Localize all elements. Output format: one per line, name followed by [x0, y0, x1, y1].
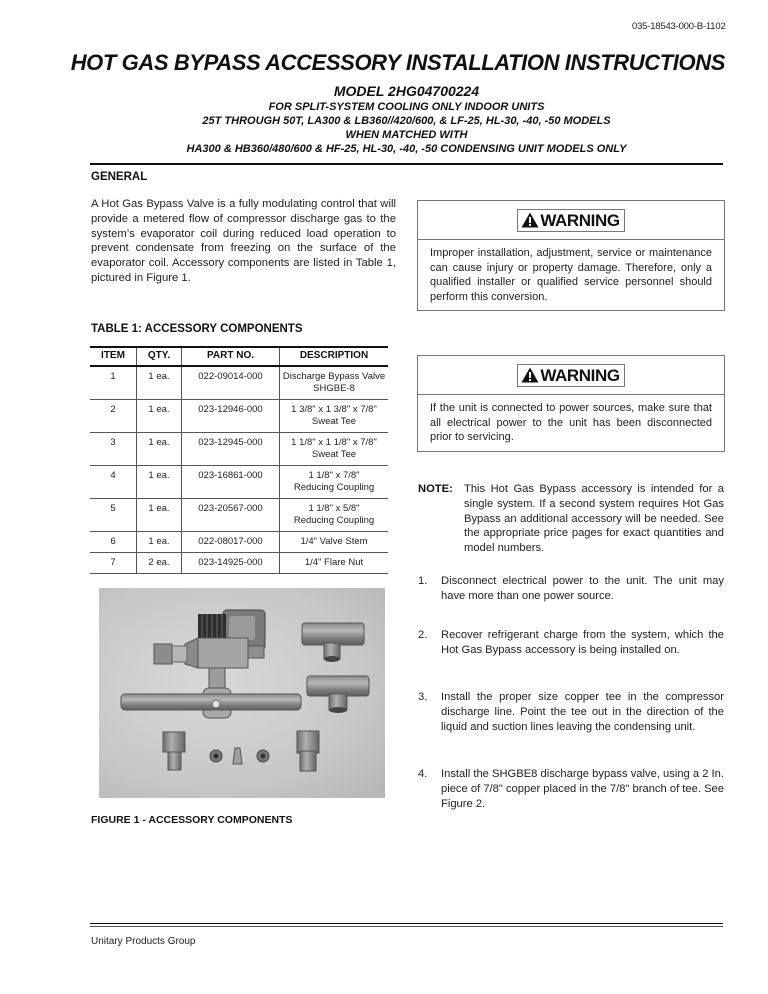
step-number: 3. — [418, 691, 428, 703]
description-line: Discharge Bypass Valve — [282, 371, 386, 382]
instruction-step — [418, 690, 724, 734]
description-line: Sweat Tee — [311, 449, 357, 460]
sweat-tee-large — [302, 623, 364, 662]
table-row — [90, 433, 388, 466]
instruction-step — [418, 767, 724, 811]
column-header-qty: QTY. — [137, 347, 182, 366]
accessory-components-table — [90, 346, 388, 574]
table-row — [90, 532, 388, 553]
warning-label: WARNING — [540, 210, 620, 230]
flare-nut — [257, 750, 269, 762]
description-line: 1 3/8" x 1 3/8" x 7/8" — [291, 404, 377, 415]
cell-part-no: 022-09014-000 — [182, 366, 280, 400]
table-row — [90, 366, 388, 400]
cell-item: 4 — [90, 466, 137, 499]
cell-qty: 2 ea. — [137, 553, 182, 574]
cell-part-no: 022-08017-000 — [182, 532, 280, 553]
warning-box — [417, 200, 725, 311]
note-label: NOTE: — [418, 483, 453, 495]
cell-item: 6 — [90, 532, 137, 553]
footer-company: Unitary Products Group — [91, 936, 196, 947]
subtitle-line: 25T THROUGH 50T, LA300 & LB360//420/600, & LF-25, HL-30, -40, -50 MODELS — [202, 115, 611, 127]
general-paragraph: A Hot Gas Bypass Valve is a fully modulating control that will provide a metered flow of compressor discharge gas to the system’s evaporator coil during reduced load operation to prevent condensate from freezing on the surface of the evaporator coil. Accessory components are listed in Table 1, pictured in Figure 1. — [91, 198, 396, 284]
sweat-tee-small — [307, 676, 369, 713]
table-header-row — [90, 347, 388, 366]
warning-badge — [517, 364, 624, 387]
subtitle-line: FOR SPLIT-SYSTEM COOLING ONLY INDOOR UNITS — [268, 101, 545, 113]
warning-box — [417, 355, 725, 452]
cell-item: 5 — [90, 499, 137, 532]
instruction-step — [418, 574, 724, 604]
bypass-valve — [121, 610, 301, 718]
footer-divider — [90, 926, 723, 927]
description-line: Reducing Coupling — [293, 515, 375, 526]
table-title: TABLE 1: ACCESSORY COMPONENTS — [91, 323, 303, 335]
description-line: 1 1/8" x 5/8" — [308, 503, 360, 514]
reducing-coupling — [297, 731, 319, 771]
step-number: 1. — [418, 575, 428, 587]
subtitle-line: WHEN MATCHED WITH — [345, 129, 468, 141]
valve-stem — [233, 748, 242, 764]
cell-item: 2 — [90, 400, 137, 433]
cell-qty: 1 ea. — [137, 366, 182, 400]
cell-description — [280, 366, 389, 400]
cell-part-no: 023-12945-000 — [182, 433, 280, 466]
cell-description — [280, 466, 389, 499]
cell-qty: 1 ea. — [137, 400, 182, 433]
subtitle-line: HA300 & HB360/480/600 & HF-25, HL-30, -40, -50 CONDENSING UNIT MODELS ONLY — [186, 143, 627, 155]
accessory-components-photo — [99, 588, 385, 798]
table-row — [90, 499, 388, 532]
warning-header — [418, 356, 724, 395]
model-number: MODEL 2HG04700224 — [333, 83, 480, 99]
flare-nut — [210, 750, 222, 762]
column-header-part-no: PART NO. — [182, 347, 280, 366]
cell-part-no: 023-16861-000 — [182, 466, 280, 499]
step-number: 4. — [418, 768, 428, 780]
cell-item: 3 — [90, 433, 137, 466]
cell-qty: 1 ea. — [137, 532, 182, 553]
page-title: HOT GAS BYPASS ACCESSORY INSTALLATION INSTRUCTIONS — [70, 50, 725, 75]
description-line: 1 1/8" x 1 1/8" x 7/8" — [291, 437, 377, 448]
cell-description: 1/4" Flare Nut — [280, 553, 389, 574]
description-line: Reducing Coupling — [293, 482, 375, 493]
figure-caption: FIGURE 1 - ACCESSORY COMPONENTS — [91, 814, 293, 826]
table-row — [90, 466, 388, 499]
cell-part-no: 023-12946-000 — [182, 400, 280, 433]
step-text: Disconnect electrical power to the unit. The unit may have more than one power source. — [441, 575, 724, 602]
step-text: Install the proper size copper tee in the compressor discharge line. Point the tee out in the direction of the liquid and suction lines leaving the condensing unit. — [441, 691, 724, 733]
description-line: Sweat Tee — [311, 416, 357, 427]
warning-label: WARNING — [540, 365, 620, 385]
cell-description — [280, 433, 389, 466]
warning-badge — [517, 209, 624, 232]
reducing-coupling — [163, 732, 185, 770]
footer-divider — [90, 923, 723, 924]
description-line: SHGBE-8 — [313, 383, 355, 394]
cell-qty: 1 ea. — [137, 466, 182, 499]
cell-description — [280, 400, 389, 433]
cell-item: 7 — [90, 553, 137, 574]
cell-qty: 1 ea. — [137, 499, 182, 532]
step-text: Install the SHGBE8 discharge bypass valve, using a 2 In. piece of 7/8" copper placed in the 7/8" branch of tee. See Figure 2. — [441, 768, 724, 810]
step-number: 2. — [418, 629, 428, 641]
note-text: This Hot Gas Bypass accessory is intended for a single system. If a second system requires Hot Gas Bypass an additional accessory will be needed. See the appropriate price pages for exact quantities and model numbers. — [464, 483, 724, 555]
step-text: Recover refrigerant charge from the system, which the Hot Gas Bypass accessory is being installed on. — [441, 629, 724, 656]
warning-triangle-icon — [521, 367, 539, 383]
general-heading: GENERAL — [91, 171, 148, 183]
warning-header — [418, 201, 724, 240]
warning-triangle-icon — [521, 212, 539, 228]
cell-description — [280, 499, 389, 532]
description-line: 1 1/8" x 7/8" — [308, 470, 360, 481]
warning-text: If the unit is connected to power sources, make sure that all electrical power to the unit has been disconnected prior to servicing. — [430, 402, 712, 444]
document-number: 035-18543-000-B-1102 — [632, 21, 726, 32]
cell-part-no: 023-14925-000 — [182, 553, 280, 574]
column-header-item: ITEM — [90, 347, 137, 366]
instruction-step — [418, 628, 724, 658]
cell-item: 1 — [90, 366, 137, 400]
cell-description: 1/4" Valve Stem — [280, 532, 389, 553]
components-illustration — [99, 588, 385, 798]
cell-part-no: 023-20567-000 — [182, 499, 280, 532]
table-row — [90, 553, 388, 574]
cell-qty: 1 ea. — [137, 433, 182, 466]
column-header-description: DESCRIPTION — [280, 347, 389, 366]
warning-text: Improper installation, adjustment, service or maintenance can cause injury or property damage. Therefore, only a qualified installer or qualified service personnel should perform this conversion. — [430, 247, 712, 303]
note — [418, 482, 724, 556]
table-row — [90, 400, 388, 433]
header-divider — [90, 163, 723, 165]
